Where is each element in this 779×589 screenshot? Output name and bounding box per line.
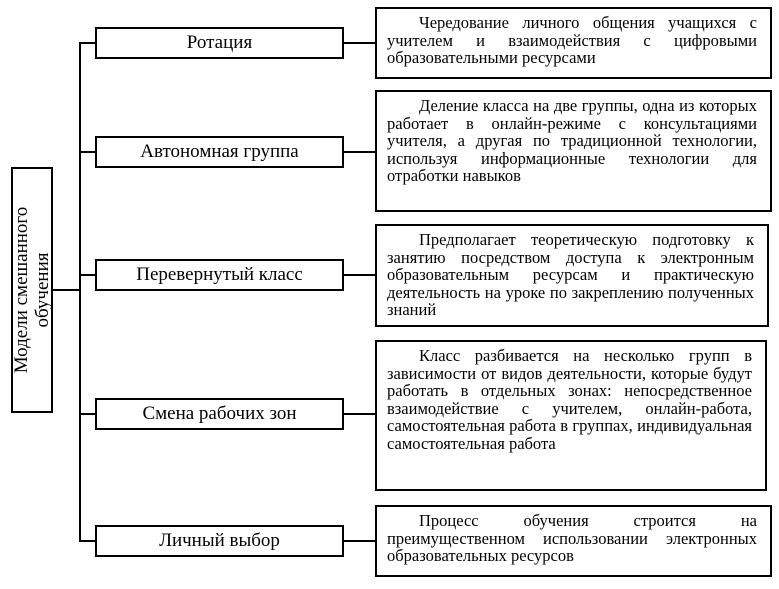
root-connector [53,289,81,291]
description-text: Деление класса на две группы, одна из которых работает в онлайн-режиме с консультациями учителя, а другая по традиционной технологии, используя информационные технологии для отработки навыков [387,96,757,186]
model-personal-choice [95,525,344,557]
description-flipped-class [375,224,769,327]
branch-connector [79,151,95,153]
model-label: Личный выбор [159,530,280,551]
branch-connector [79,540,95,542]
model-label: Ротация [186,32,253,53]
description-connector [344,274,377,276]
root-node [11,167,53,413]
model-flipped-class [95,259,344,291]
description-connector [344,151,375,153]
description-text: Предполагает теоретическую подготовку к занятию посредством доступа к электронным образовательным ресурсам и практическую деятельность на уроке по закреплению полученных знаний [387,230,754,320]
description-connector [344,540,375,542]
branch-connector [79,274,95,276]
description-text: Чередование личного общения учащихся с учителем и взаимодействия с цифровыми образовательными ресурсами [387,13,757,68]
description-rotation [375,7,772,79]
description-connector [344,42,375,44]
description-text: Класс разбивается на несколько групп в зависимости от видов деятельности, которые будут работать в отдельных зонах: непосредственное взаимодействие с учителем, онлайн-работа, самостоятельная работа в группах, индивидуальная самостоятельная работа [387,346,752,453]
model-label: Перевернутый класс [136,264,303,285]
branch-connector [79,42,95,44]
description-autonomous-group [375,90,772,212]
description-connector [344,413,377,415]
description-station-rotation [375,340,767,491]
description-text: Процесс обучения строится на преимущественном использовании электронных образовательных ресурсов [387,511,757,566]
branch-connector [79,413,95,415]
model-autonomous-group [95,136,344,168]
model-label: Смена рабочих зон [142,403,297,424]
root-label: Модели смешанного обучения [11,206,53,374]
model-label: Автономная группа [140,141,299,162]
model-station-rotation [95,398,344,430]
model-rotation [95,27,344,59]
vertical-trunk [79,42,81,541]
description-personal-choice [375,505,772,577]
